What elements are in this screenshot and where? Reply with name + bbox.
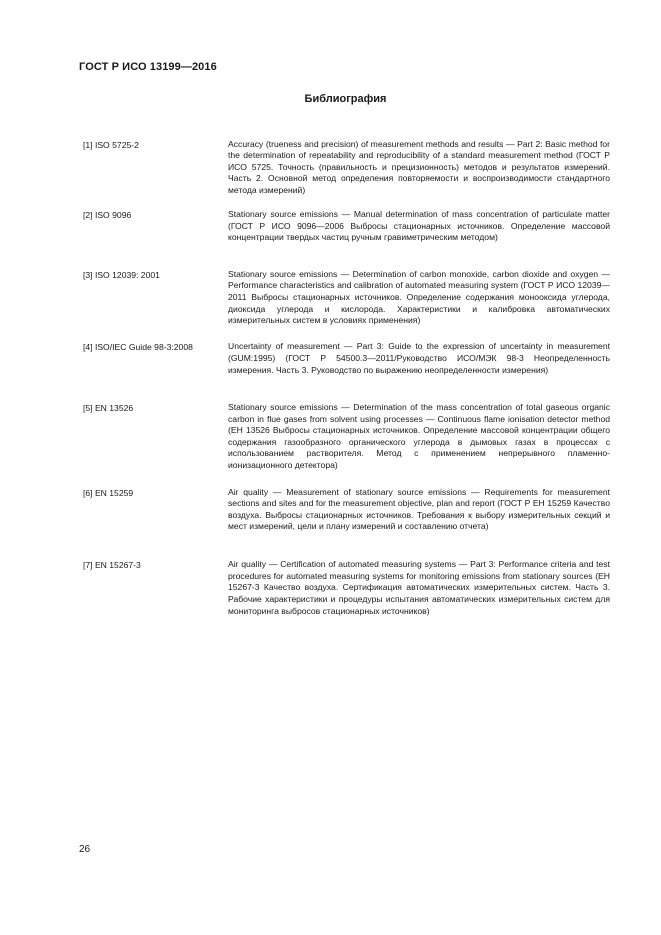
bibliography-entry <box>83 487 610 551</box>
bibliography-entry <box>83 559 610 617</box>
bibliography-entry <box>83 209 610 260</box>
entry-reference: [3] ISO 12039: 2001 <box>83 269 160 280</box>
bibliography-entry <box>83 341 610 393</box>
entry-reference: [5] EN 13526 <box>83 402 134 413</box>
page-number: 26 <box>79 844 91 855</box>
bibliography-entry <box>83 269 610 333</box>
bibliography-entry <box>83 402 610 478</box>
entry-reference: [4] ISO/IEC Guide 98-3:2008 <box>83 342 193 353</box>
entry-description: Stationary source emissions — Determination of carbon monoxide, carbon dioxide and oxygen — Performance characteristics and calibration of automated measuring system (ГОСТ Р ИСО 12039—2011 Выбросы стационарных источников. Определение содержания монооксида углерода, диоксида углерода и кислорода. Характеристики и калибровка автоматических измерительных систем в условиях применения) <box>228 268 610 326</box>
entry-reference: [7] EN 15267-3 <box>83 560 141 571</box>
entry-reference: [6] EN 15259 <box>83 487 134 498</box>
entry-description: Uncertainty of measurement — Part 3: Guide to the expression of uncertainty in measurement (GUM:1995) (ГОСТ Р 54500.3—2011/Руководство ИСО/МЭК 98-3 Неопределенность измерения. Часть 3. Руководство по выражению неопределенности измерения) <box>228 341 610 375</box>
entry-description: Air quality — Certification of automated measuring systems — Part 3: Performance criteria and test procedures for automated measuring systems for monitoring emissions from stationary sources (ЕН 15267-3 Качество воздуха. Сертификация автоматических измерительных систем. Часть 3. Рабочие характеристики и процедуры испытания автоматических измерительных систем для мониторинга выбросов стационарных источников) <box>228 559 610 616</box>
bibliography-list <box>83 130 610 626</box>
entry-description: Stationary source emissions — Manual determination of mass concentration of particulate matter (ГОСТ Р ИСО 9096—2006 Выбросы стационарных источников. Определение массовой концентрации твердых частиц ручным гравиметрическим методом) <box>228 209 610 243</box>
bibliography-entry <box>83 139 610 201</box>
document-code: ГОСТ Р ИСО 13199—2016 <box>79 61 217 73</box>
entry-reference: [2] ISO 9096 <box>83 210 132 221</box>
entry-description: Accuracy (trueness and precision) of measurement methods and results — Part 2: Basic method for the determination of repeatability and reproducibility of a standard measurement method (ГОСТ Р ИСО 5725. Точность (правильность и прецизионность) методов и результатов измерений. Часть 2. Основной метод определения повторяемости и воспроизводимости стандартного метода измерений) <box>228 138 610 195</box>
section-title: Библиография <box>304 93 387 105</box>
entry-description: Stationary source emissions — Determination of the mass concentration of total gaseous organic carbon in flue gases from solvent using processes — Continuous flame ionisation detector method (ЕН 13526 Выбросы стационарных источников. Определение массовой концентрации общего содержания газообразного органического углерода в дымовых газах в процессах с использованием растворителя. Метод с применением непрерывного пламенно-ионизационного детектора) <box>228 401 610 470</box>
entry-description: Air quality — Measurement of stationary source emissions — Requirements for measurement sections and sites and for the measurement objective, plan and report (ГОСТ Р ЕН 15259 Качество воздуха. Выбросы стационарных источников. Требования к выбору измерительных секций и мест измерений, цели и плану измерений и составлению отчета) <box>228 486 610 532</box>
entry-reference: [1] ISO 5725-2 <box>83 139 139 150</box>
